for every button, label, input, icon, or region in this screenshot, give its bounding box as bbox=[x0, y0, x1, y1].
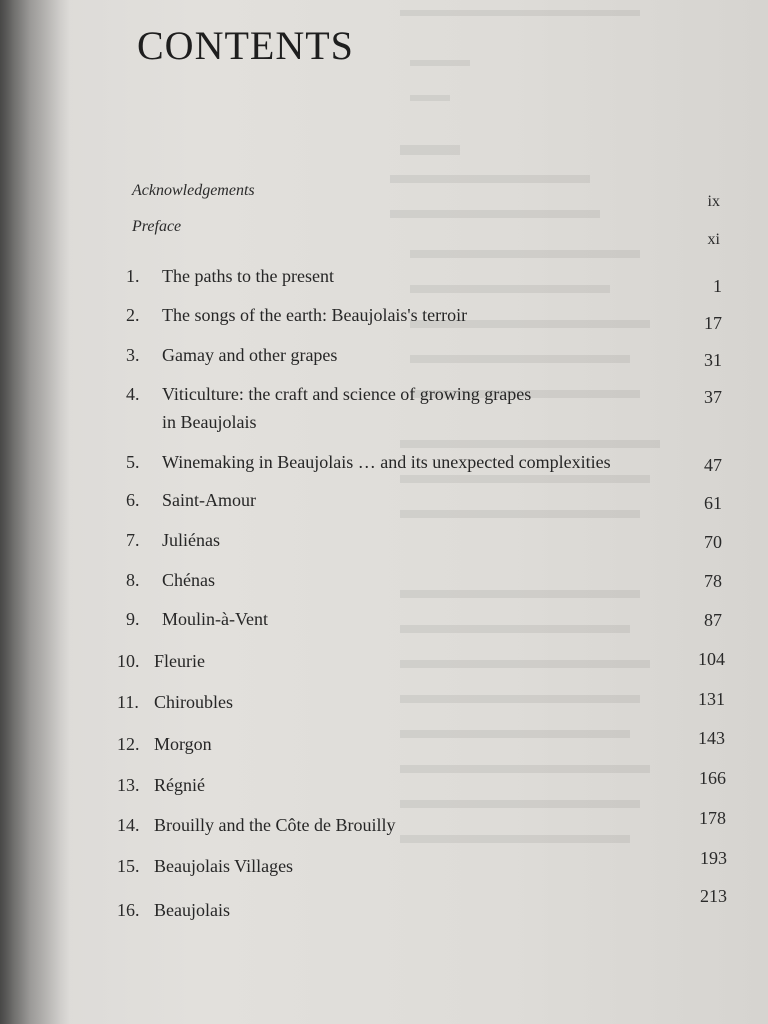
chapter-page: 61 bbox=[704, 493, 722, 513]
chapter-title: Viticulture: the craft and science of growing grapes bbox=[162, 384, 532, 404]
chapter-page: 70 bbox=[704, 532, 722, 552]
front-matter-title: Acknowledgements bbox=[132, 182, 255, 199]
chapter-page: 87 bbox=[704, 610, 722, 630]
chapter-title: The songs of the earth: Beaujolais's terroir bbox=[162, 305, 468, 325]
chapter-title: Brouilly and the Côte de Brouilly bbox=[154, 815, 396, 835]
chapter-number: 15. bbox=[117, 856, 140, 876]
chapter-page: 193 bbox=[700, 848, 727, 868]
chapter-title: Chiroubles bbox=[154, 692, 233, 712]
chapter-number: 16. bbox=[117, 900, 140, 920]
chapter-title-continued: in Beaujolais bbox=[162, 412, 257, 432]
chapter-number: 13. bbox=[117, 775, 140, 795]
chapter-number: 9. bbox=[126, 609, 140, 629]
chapter-number: 6. bbox=[126, 490, 140, 510]
chapter-number: 2. bbox=[126, 305, 140, 325]
page-title: CONTENTS bbox=[137, 23, 354, 68]
chapter-title: Winemaking in Beaujolais … and its unexpected complexities bbox=[162, 452, 611, 472]
chapter-page: 131 bbox=[698, 689, 725, 709]
chapter-page: 17 bbox=[704, 313, 722, 333]
chapter-page: 104 bbox=[698, 649, 725, 669]
chapter-page: 37 bbox=[704, 387, 722, 407]
chapter-title: Saint-Amour bbox=[162, 490, 256, 510]
chapter-number: 11. bbox=[117, 692, 139, 712]
front-matter-page: ix bbox=[707, 193, 720, 210]
chapter-title: The paths to the present bbox=[162, 266, 334, 286]
chapter-title: Morgon bbox=[154, 734, 212, 754]
chapter-number: 1. bbox=[126, 266, 140, 286]
chapter-page: 143 bbox=[698, 728, 725, 748]
chapter-number: 14. bbox=[117, 815, 140, 835]
chapter-number: 12. bbox=[117, 734, 140, 754]
chapter-title: Beaujolais Villages bbox=[154, 856, 294, 876]
chapter-number: 5. bbox=[126, 452, 140, 472]
chapter-number: 3. bbox=[126, 345, 140, 365]
chapter-title: Fleurie bbox=[154, 651, 205, 671]
chapter-page: 166 bbox=[699, 768, 726, 788]
chapter-number: 7. bbox=[126, 530, 140, 550]
chapter-number: 10. bbox=[117, 651, 140, 671]
chapter-title: Moulin-à-Vent bbox=[162, 609, 268, 629]
chapter-number: 8. bbox=[126, 570, 140, 590]
chapter-page: 1 bbox=[713, 276, 722, 296]
chapter-title: Juliénas bbox=[162, 530, 220, 550]
front-matter-page: xi bbox=[707, 231, 720, 248]
chapter-title: Régnié bbox=[154, 775, 205, 795]
chapter-title: Chénas bbox=[162, 570, 215, 590]
chapter-page: 178 bbox=[699, 808, 726, 828]
chapter-title: Gamay and other grapes bbox=[162, 345, 338, 365]
chapter-page: 31 bbox=[704, 350, 722, 370]
front-matter-title: Preface bbox=[132, 218, 182, 235]
chapter-page: 47 bbox=[704, 455, 722, 475]
chapter-title: Beaujolais bbox=[154, 900, 230, 920]
chapter-page: 213 bbox=[700, 886, 727, 906]
chapter-page: 78 bbox=[704, 571, 722, 591]
chapter-number: 4. bbox=[126, 384, 140, 404]
